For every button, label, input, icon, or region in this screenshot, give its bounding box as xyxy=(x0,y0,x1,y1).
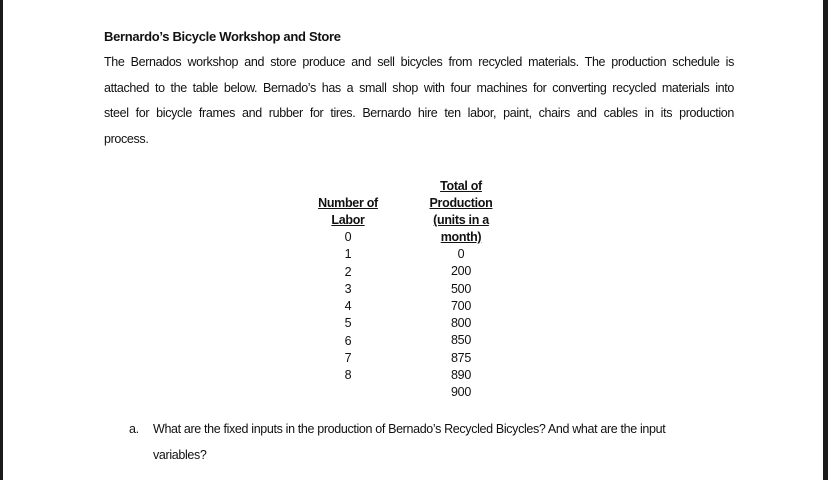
production-cell: 200 xyxy=(451,264,471,279)
production-cell: 875 xyxy=(451,350,471,365)
production-header-line: Total of xyxy=(440,179,482,193)
question-text xyxy=(153,416,723,468)
paragraph-line: steel for bicycle frames and rubber for tires. Bernardo hire ten labor, paint, chairs and cables in its production xyxy=(104,106,734,120)
question-marker: a. xyxy=(129,422,139,436)
labor-cell: 8 xyxy=(344,368,352,383)
paragraph-line: The Bernados workshop and store produce and sell bicycles from recycled materials. The production schedule is xyxy=(104,55,734,69)
labor-cell: 3 xyxy=(344,281,352,296)
production-cell: 0 xyxy=(457,247,465,261)
production-header-line: (units in a xyxy=(433,213,489,227)
production-header xyxy=(417,178,505,246)
production-cell: 890 xyxy=(451,368,471,383)
labor-cell: 7 xyxy=(344,351,352,366)
intro-paragraph xyxy=(104,50,734,152)
production-cell: 800 xyxy=(451,316,471,331)
production-values xyxy=(417,246,505,402)
labor-header-line: Labor xyxy=(331,213,365,227)
production-column xyxy=(417,178,505,402)
production-cell: 500 xyxy=(451,281,471,296)
production-cell: 900 xyxy=(451,385,471,400)
paragraph-line: attached to the table below. Bernado’s has a small shop with four machines for converting recycled materials into xyxy=(104,80,734,95)
labor-column xyxy=(304,195,392,385)
question-line: variables? xyxy=(153,448,207,462)
production-cell: 850 xyxy=(451,333,471,348)
labor-cell: 1 xyxy=(344,247,352,262)
document-title: Bernardo’s Bicycle Workshop and Store xyxy=(104,29,341,44)
production-header-line: month) xyxy=(440,230,482,244)
labor-cell: 5 xyxy=(344,316,352,331)
labor-header-line: Number of xyxy=(318,196,378,210)
labor-cell: 6 xyxy=(344,333,352,348)
labor-values xyxy=(304,229,392,385)
labor-cell: 4 xyxy=(344,299,352,314)
production-header-line: Production xyxy=(429,196,493,210)
production-cell: 700 xyxy=(451,298,471,313)
labor-cell: 0 xyxy=(344,230,352,244)
labor-cell: 2 xyxy=(344,264,352,279)
labor-header xyxy=(304,195,392,229)
document-page xyxy=(3,0,823,480)
paragraph-line: process. xyxy=(104,131,149,146)
question-line: What are the fixed inputs in the production of Bernado’s Recycled Bicycles? And what are the input xyxy=(153,422,666,436)
